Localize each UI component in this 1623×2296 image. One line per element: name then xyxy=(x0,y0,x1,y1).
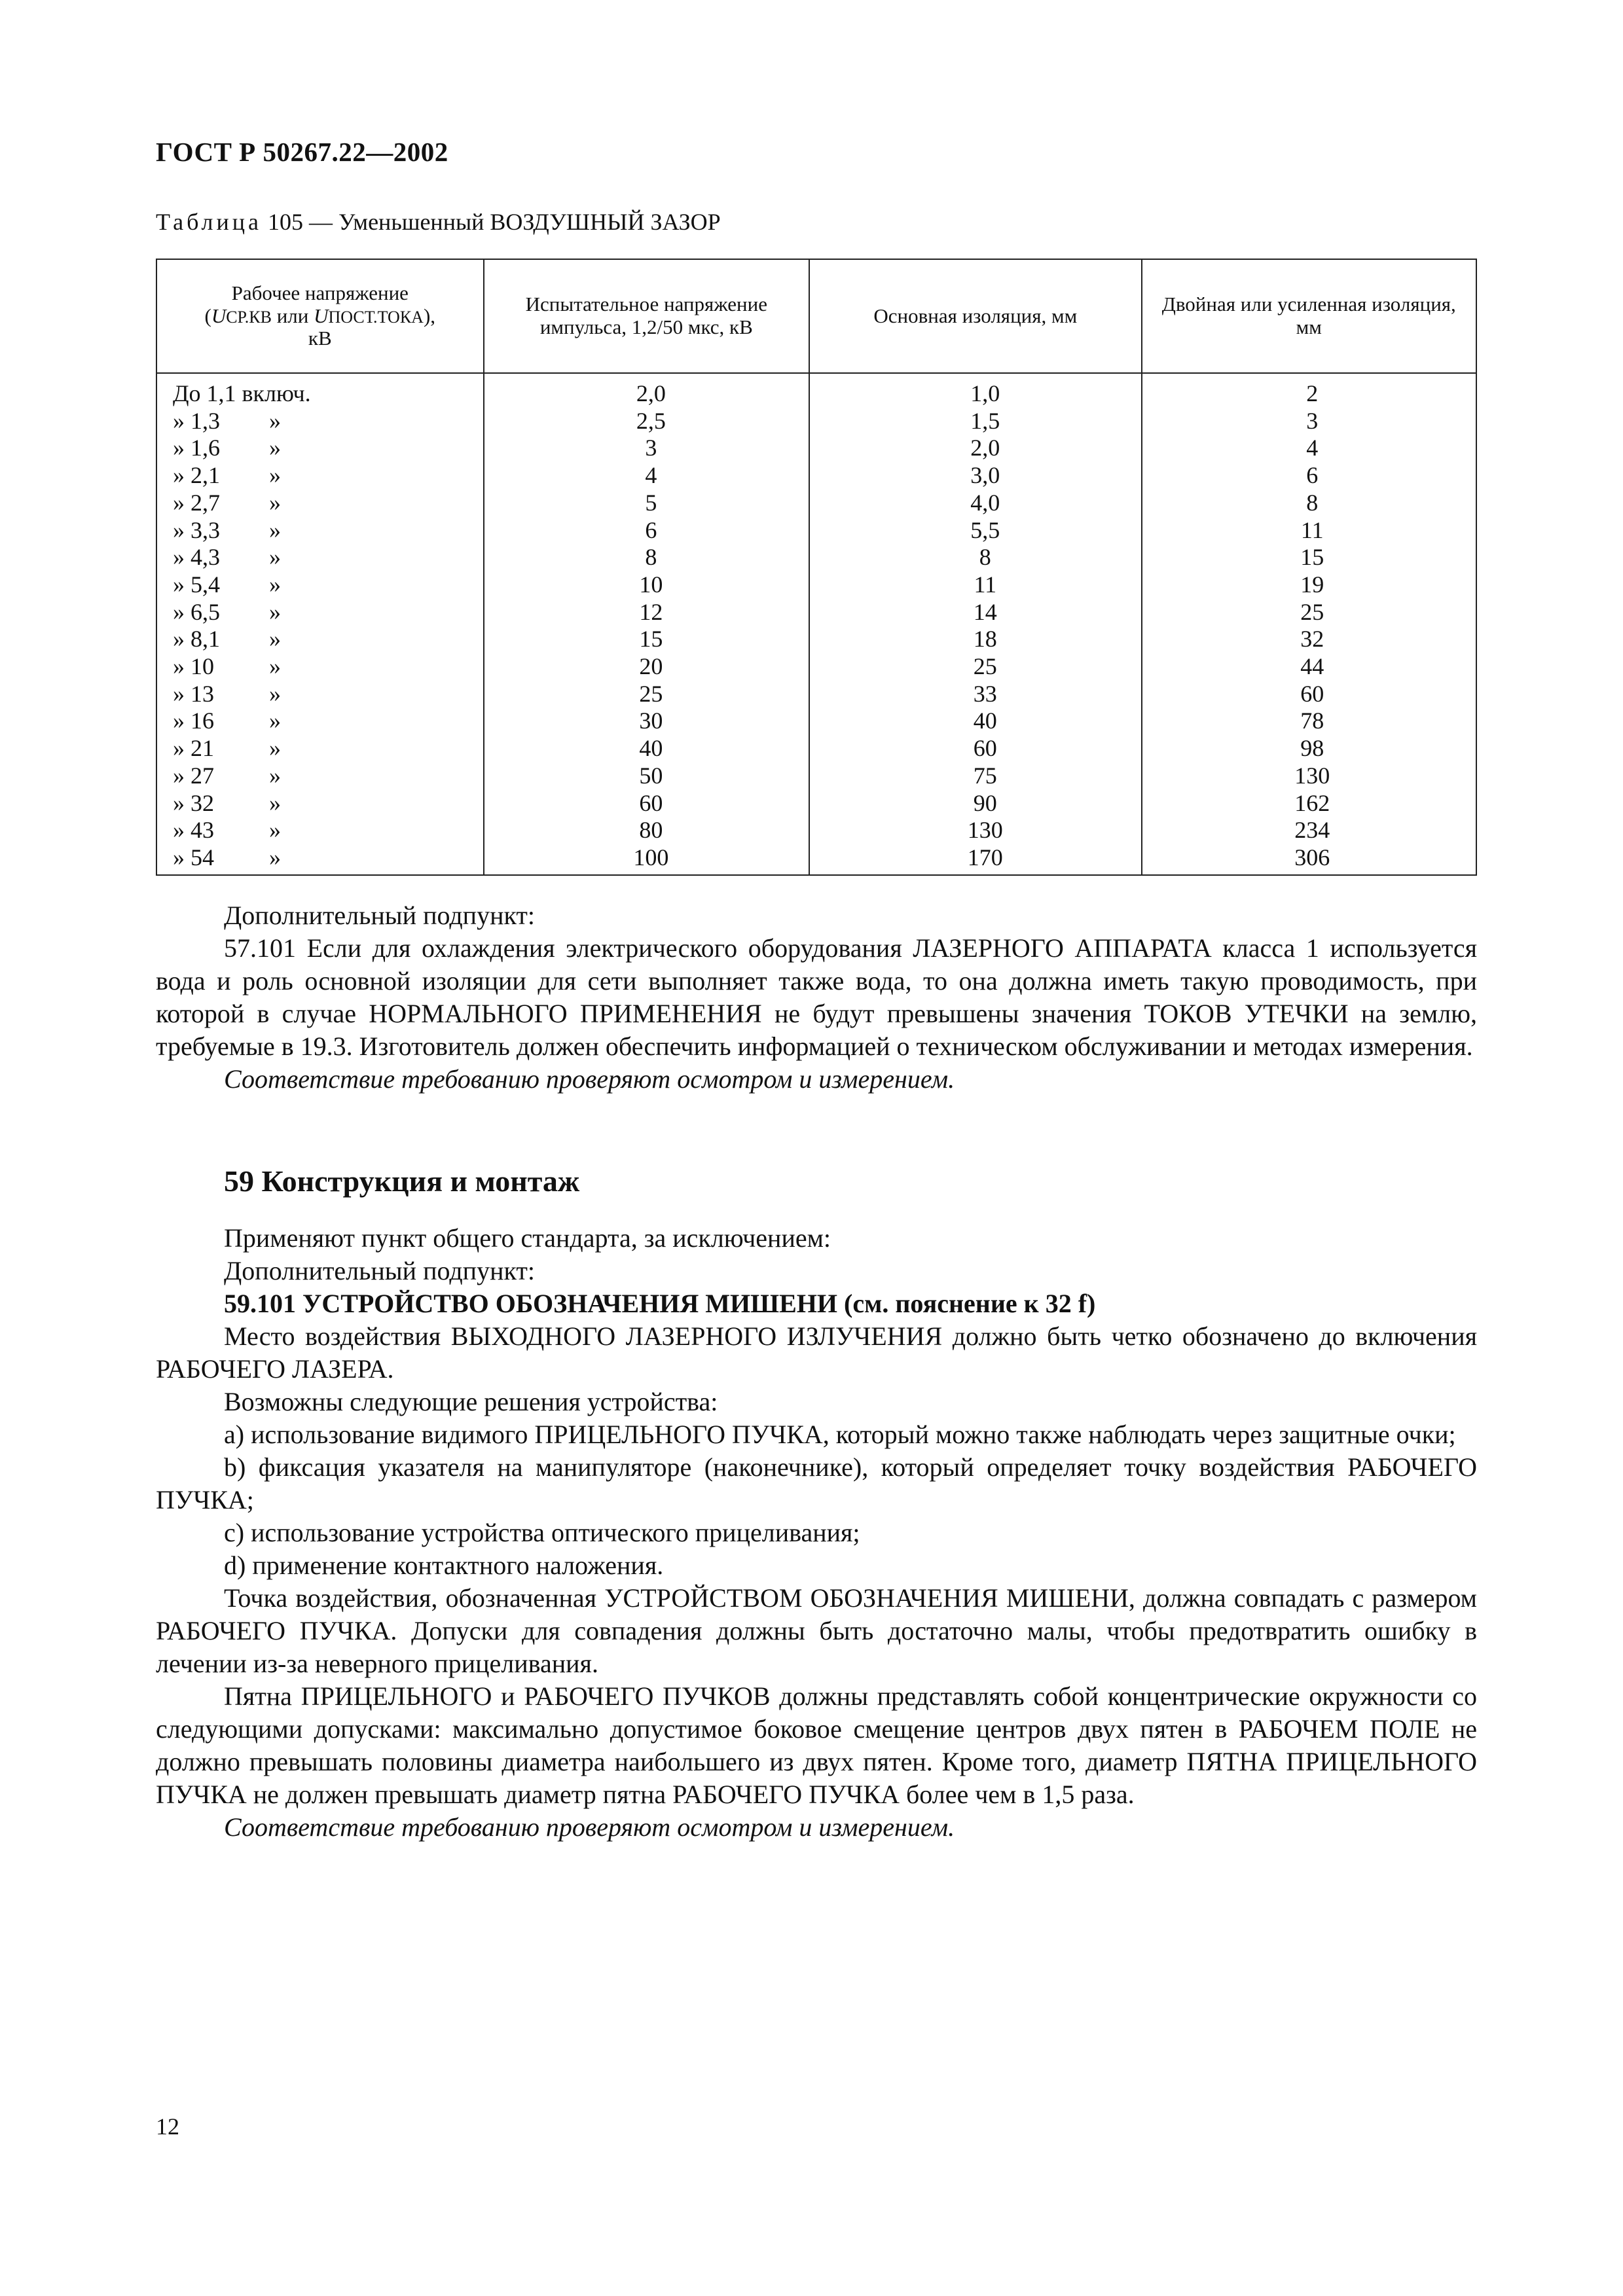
table-cell: 3 xyxy=(645,435,657,461)
ditto-mark: » xyxy=(173,598,185,625)
table-cell: 32 xyxy=(1300,626,1324,653)
ditto-mark: » xyxy=(173,407,185,434)
header-double-insulation: Двойная или усиленная изоляция, мм xyxy=(1142,259,1476,373)
page-number: 12 xyxy=(156,2113,179,2140)
ditto-mark: » xyxy=(269,462,281,489)
paragraph-solutions-intro: Возможны следующие решения устройства: xyxy=(224,1387,718,1416)
list-item-a: a) использование видимого ПРИЦЕЛЬНОГО ПУЧКА, который можно также наблюдать через защитные очки; xyxy=(224,1420,1456,1449)
table-cell: 306 xyxy=(1294,844,1330,870)
table-cell: 15 xyxy=(639,626,663,653)
table-cell: 54 xyxy=(191,844,214,870)
table-cell: 40 xyxy=(973,708,997,734)
table-cell: 19 xyxy=(1300,571,1324,598)
ditto-mark: » xyxy=(173,762,185,789)
ditto-mark: » xyxy=(269,544,281,571)
table-cell: 6 xyxy=(645,516,657,543)
table-cell: 6 xyxy=(1306,462,1319,489)
table-cell: 130 xyxy=(1294,762,1330,789)
ditto-mark: » xyxy=(269,680,281,707)
additional-subclause-label: Дополнительный подпункт: xyxy=(224,1256,535,1285)
ditto-mark: » xyxy=(269,626,281,653)
table-cell: 11 xyxy=(1300,516,1324,543)
table-cell: 25 xyxy=(973,653,997,680)
ditto-mark: » xyxy=(269,516,281,543)
ditto-mark: » xyxy=(269,708,281,734)
table-cell: 33 xyxy=(973,680,997,707)
table-cell: 13 xyxy=(191,680,214,707)
table-caption xyxy=(156,208,721,236)
ditto-mark: » xyxy=(173,544,185,571)
ditto-mark: » xyxy=(269,571,281,598)
ditto-mark: » xyxy=(269,789,281,816)
section-title: 59 Конструкция и монтаж xyxy=(224,1164,580,1198)
table-cell: 18 xyxy=(973,626,997,653)
ditto-mark: » xyxy=(269,817,281,844)
paragraph-apply-clause: Применяют пункт общего стандарта, за исключением: xyxy=(224,1223,831,1253)
table-column-c4 xyxy=(1142,373,1476,875)
table-cell: 12 xyxy=(639,598,663,625)
paragraph-impact-point: Точка воздействия, обозначенная УСТРОЙСТВОМ ОБОЗНАЧЕНИЯ МИШЕНИ, должна совпадать с размером РАБОЧЕГО ПУЧКА. Допуски для совпадения должны быть достаточно малы, чтобы предотвратить ошибку в лечении из-за неверного прицеливания. xyxy=(156,1583,1477,1678)
table-cell: 2,5 xyxy=(636,407,666,434)
table-cell: 50 xyxy=(639,762,663,789)
table-cell: 11 xyxy=(974,571,997,598)
ditto-mark: » xyxy=(269,489,281,516)
table-cell: 8 xyxy=(979,544,991,571)
ditto-mark: » xyxy=(173,735,185,762)
table-cell: 10 xyxy=(639,571,663,598)
table-cell: 60 xyxy=(1300,680,1324,707)
table-caption-text: 105 — Уменьшенный ВОЗДУШНЫЙ ЗАЗОР xyxy=(261,209,721,235)
table-cell: 25 xyxy=(639,680,663,707)
additional-subclause-label: Дополнительный подпункт: xyxy=(224,901,535,930)
table-cell: 60 xyxy=(973,735,997,762)
table-cell: 1,5 xyxy=(970,407,1000,434)
list-item-d: d) применение контактного наложения. xyxy=(224,1551,664,1580)
table-body xyxy=(156,373,1476,875)
ditto-mark: » xyxy=(173,844,185,870)
paragraph-57-101: 57.101 Если для охлаждения электрического оборудования ЛАЗЕРНОГО АППАРАТА класса 1 используется вода и роль основной изоляции для сети выполняет также вода, то она должна иметь такую проводимость, при которой в случае НОРМАЛЬНОГО ПРИМЕНЕНИЯ не будут превышены значения ТОКОВ УТЕЧКИ на землю, требуемые в 19.3. Изготовитель должен обеспечить информацией о техническом обслуживании и методах измерения. xyxy=(156,933,1477,1061)
table-cell: 3,3 xyxy=(191,516,220,543)
table-cell: 90 xyxy=(973,789,997,816)
table-header-row xyxy=(156,259,1476,373)
ditto-mark: » xyxy=(173,817,185,844)
table-cell: 4 xyxy=(645,462,657,489)
table-cell: 2 xyxy=(1306,380,1319,406)
table-column-c2 xyxy=(484,373,810,875)
ditto-mark: » xyxy=(269,735,281,762)
ditto-mark: » xyxy=(269,844,281,870)
table-cell: 21 xyxy=(191,735,214,762)
table-cell: 6,5 xyxy=(191,598,220,625)
subclause-59-101-title: 59.101 УСТРОЙСТВО ОБОЗНАЧЕНИЯ МИШЕНИ (см. пояснение к 32 f) xyxy=(224,1289,1096,1318)
compliance-note: Соответствие требованию проверяют осмотром и измерением. xyxy=(224,1064,955,1094)
ditto-mark: » xyxy=(269,407,281,434)
ditto-mark: » xyxy=(269,598,281,625)
ditto-mark: » xyxy=(173,435,185,461)
section-59-body xyxy=(156,1222,1477,1844)
table-cell: 1,3 xyxy=(191,407,220,434)
table-cell: 8,1 xyxy=(191,626,220,653)
table-cell: 5 xyxy=(645,489,657,516)
table-cell: 40 xyxy=(639,735,663,762)
ditto-mark: » xyxy=(173,626,185,653)
table-cell: 98 xyxy=(1300,735,1324,762)
table-cell: 14 xyxy=(973,598,997,625)
header-basic-insulation: Основная изоляция, мм xyxy=(809,259,1141,373)
table-cell: 43 xyxy=(191,817,214,844)
ditto-mark: » xyxy=(173,516,185,543)
ditto-mark: » xyxy=(173,462,185,489)
table-cell: 44 xyxy=(1300,653,1324,680)
table-column-c1 xyxy=(156,373,484,875)
ditto-mark: » xyxy=(173,708,185,734)
table-cell: 1,0 xyxy=(970,380,1000,406)
clause-57-101 xyxy=(156,899,1477,1096)
ditto-mark: » xyxy=(269,653,281,680)
table-cell: 75 xyxy=(973,762,997,789)
table-cell: 78 xyxy=(1300,708,1324,734)
table-cell: 16 xyxy=(191,708,214,734)
table-cell: 2,1 xyxy=(191,462,220,489)
table-cell: 27 xyxy=(191,762,214,789)
table-cell: 15 xyxy=(1300,544,1324,571)
table-cell: 10 xyxy=(191,653,214,680)
table-cell: До 1,1 включ. xyxy=(173,380,311,406)
table-cell: 3,0 xyxy=(970,462,1000,489)
table-cell: 162 xyxy=(1294,789,1330,816)
table-cell: 100 xyxy=(633,844,669,870)
table-column-c3 xyxy=(809,373,1141,875)
table-cell: 2,0 xyxy=(636,380,666,406)
table-caption-label: Таблица xyxy=(156,209,262,235)
table-cell: 4,3 xyxy=(191,544,220,571)
table-cell: 234 xyxy=(1294,817,1330,844)
header-test-voltage: Испытательное напряжение импульса, 1,2/50 мкс, кВ xyxy=(484,259,810,373)
ditto-mark: » xyxy=(173,571,185,598)
ditto-mark: » xyxy=(173,789,185,816)
ditto-mark: » xyxy=(269,762,281,789)
air-clearance-table xyxy=(156,259,1477,876)
paragraph-impact-location: Место воздействия ВЫХОДНОГО ЛАЗЕРНОГО ИЗЛУЧЕНИЯ должно быть четко обозначено до включения РАБОЧЕГО ЛАЗЕРА. xyxy=(156,1321,1477,1384)
table-cell: 8 xyxy=(645,544,657,571)
table-cell: 80 xyxy=(639,817,663,844)
table-row xyxy=(156,373,1476,875)
table-cell: 8 xyxy=(1306,489,1319,516)
table-cell: 1,6 xyxy=(191,435,220,461)
table-cell: 170 xyxy=(967,844,1003,870)
table-cell: 130 xyxy=(967,817,1003,844)
table-cell: 4,0 xyxy=(970,489,1000,516)
table-cell: 2,0 xyxy=(970,435,1000,461)
header-working-voltage: Рабочее напряжение (UСР.КВ или UПОСТ.ТОКА), кВ xyxy=(156,259,484,373)
table-cell: 3 xyxy=(1306,407,1319,434)
list-item-b: b) фиксация указателя на манипуляторе (наконечнике), который определяет точку воздействия РАБОЧЕГО ПУЧКА; xyxy=(156,1452,1477,1515)
table-cell: 2,7 xyxy=(191,489,220,516)
table-cell: 60 xyxy=(639,789,663,816)
table-cell: 25 xyxy=(1300,598,1324,625)
list-item-c: c) использование устройства оптического прицеливания; xyxy=(224,1518,860,1547)
table-cell: 20 xyxy=(639,653,663,680)
compliance-note: Соответствие требованию проверяют осмотром и измерением. xyxy=(224,1812,955,1842)
table-cell: 32 xyxy=(191,789,214,816)
table-cell: 5,5 xyxy=(970,516,1000,543)
ditto-mark: » xyxy=(173,680,185,707)
ditto-mark: » xyxy=(173,653,185,680)
paragraph-beam-spots: Пятна ПРИЦЕЛЬНОГО и РАБОЧЕГО ПУЧКОВ должны представлять собой концентрические окружности со следующими допусками: максимально допустимое боковое смещение центров двух пятен в РАБОЧЕМ ПОЛЕ не должно превышать половины диаметра наибольшего из двух пятен. Кроме того, диаметр ПЯТНА ПРИЦЕЛЬНОГО ПУЧКА не должен превышать диаметр пятна РАБОЧЕГО ПУЧКА более чем в 1,5 раза. xyxy=(156,1681,1477,1809)
table-cell: 5,4 xyxy=(191,571,220,598)
table-cell: 30 xyxy=(639,708,663,734)
table-cell: 4 xyxy=(1306,435,1319,461)
ditto-mark: » xyxy=(173,489,185,516)
document-header: ГОСТ Р 50267.22—2002 xyxy=(156,137,448,167)
ditto-mark: » xyxy=(269,435,281,461)
